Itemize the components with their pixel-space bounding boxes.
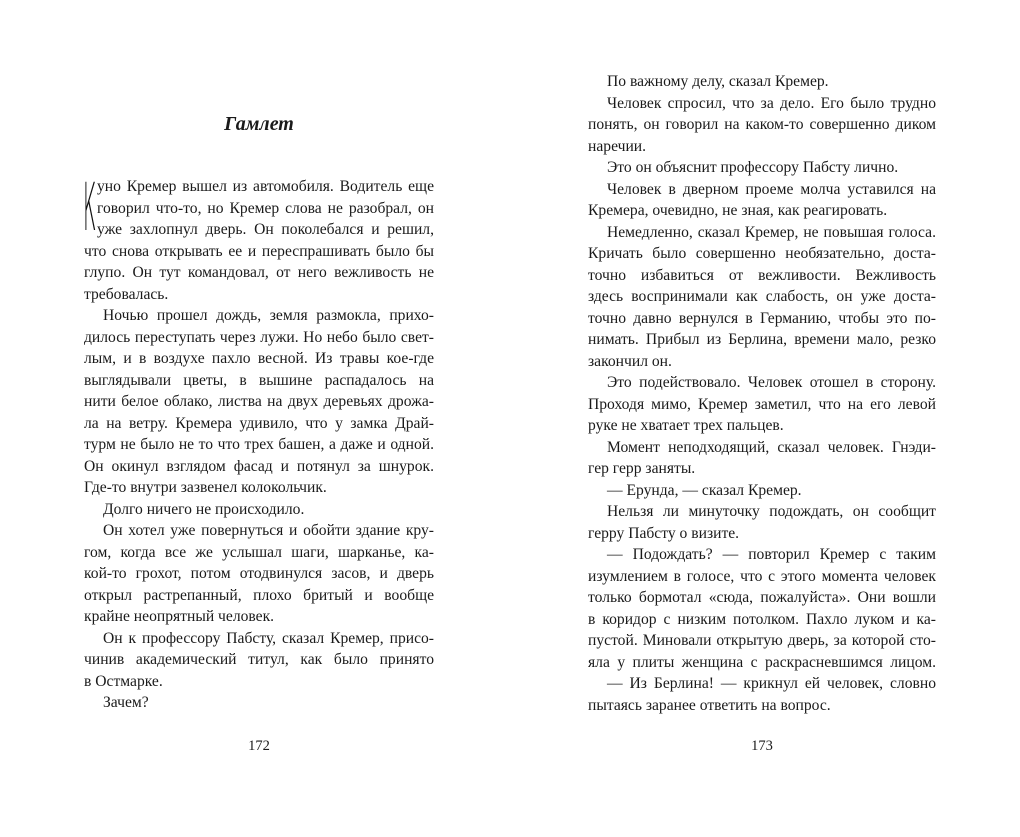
- text-line: открыл растрепанный, плохо бритый и вообще: [84, 586, 434, 604]
- drop-cap: К: [83, 169, 97, 246]
- text-line: крайне неопрятный человек.: [84, 608, 275, 625]
- text-line: в Остмарке.: [84, 672, 163, 690]
- text-line: Он хотел уже повернуться и обойти здание кру-: [103, 522, 434, 539]
- text-line: Человек спросил, что за дело. Его было трудно: [607, 94, 936, 112]
- text-line: Ночью прошел дождь, земля размокла, прихо-: [103, 307, 434, 324]
- text-line: нимать. Прибыл из Берлина, времени мало, резко: [588, 331, 936, 348]
- right-page-text: [588, 71, 936, 716]
- text-line: что снова открывать ее и переспрашивать было бы: [84, 242, 434, 260]
- text-line: точно избавиться от вежливости. Вежливость: [588, 266, 936, 284]
- text-line: наречии.: [588, 137, 647, 155]
- text-line: Человек в дверном проеме молча уставился на: [607, 180, 936, 198]
- text-line: Где-то внутри зазвенел колокольчик.: [84, 479, 327, 496]
- text-line: понять, он говорил на каком-то совершенно диком: [588, 116, 936, 133]
- text-line: Немедленно, сказал Кремер, не повышая голоса.: [607, 223, 936, 241]
- text-line: Долго ничего не происходило.: [103, 500, 305, 518]
- text-line: говорил что-то, но Кремер слова не разобрал, он: [97, 199, 434, 217]
- right-page: [588, 0, 936, 837]
- text-line: — Ерунда, — сказал Кремер.: [607, 481, 802, 499]
- text-line: закончил он.: [588, 352, 672, 370]
- text-line: уже захлопнул дверь. Он поколебался и решил,: [97, 221, 434, 238]
- text-line: турм не было не то что трех башен, а даже и одной.: [84, 436, 434, 453]
- text-line: герру Пабсту о визите.: [588, 524, 740, 542]
- text-line: яла у плиты женщина с раскрасневшимся лицом.: [588, 653, 936, 671]
- text-line: Нельзя ли минуточку подождать, он сообщит: [607, 503, 936, 520]
- text-line: Момент неподходящий, сказал человек. Гнэди-: [607, 438, 936, 456]
- text-line: Он к профессору Пабсту, сказал Кремер, присо-: [103, 629, 434, 647]
- text-line: пустой. Миновали открытую дверь, за которой сто-: [588, 632, 936, 649]
- text-line: лым, и в воздухе пахло весной. Из травы кое-где: [84, 350, 434, 367]
- text-line: выглядывали цветы, в вышине распадалось на: [84, 371, 434, 389]
- text-line: только бормотал «сюда, пожалуйста». Они вошли: [588, 589, 936, 606]
- text-line: Зачем?: [103, 694, 149, 711]
- text-line: Он окинул взглядом фасад и потянул за шнурок.: [84, 457, 434, 475]
- text-line: Это он объяснит профессору Пабсту лично.: [607, 159, 899, 176]
- text-line: руке не хватает трех пальцев.: [588, 417, 784, 434]
- text-line: — Из Берлина! — крикнул ей человек, словно: [607, 675, 936, 692]
- text-line: — Подождать? — повторил Кремер с таким: [607, 546, 936, 563]
- left-page: [84, 0, 434, 837]
- text-line: Это подействовало. Человек отошел в сторону.: [607, 374, 936, 391]
- text-line: здесь воспринимали как слабость, он уже доста-: [588, 288, 936, 305]
- text-line: ла на ветру. Кремера удивило, что у замка Драй-: [84, 414, 434, 432]
- text-line: нити белое облако, листва на двух деревьях дрожа-: [84, 393, 434, 410]
- text-line: По важному делу, сказал Кремер.: [607, 73, 829, 90]
- chapter-title: Гамлет: [224, 113, 294, 135]
- text-line: чинив академический титул, как было принято: [84, 651, 434, 668]
- text-line: глупо. Он тут командовал, от него вежливость не: [84, 264, 434, 281]
- text-line: дилось переступать через лужи. Но небо было свет-: [84, 328, 434, 346]
- text-line: кой-то грохот, потом отодвинулся засов, и дверь: [84, 565, 434, 582]
- page-number-left: 172: [248, 738, 270, 754]
- text-line: пытаясь заранее ответить на вопрос.: [588, 696, 831, 714]
- text-line: Кремера, очевидно, не зная, как реагировать.: [588, 202, 888, 219]
- text-line: Проходя мимо, Кремер заметил, что на его левой: [588, 395, 936, 413]
- text-line: гер герр заняты.: [588, 460, 696, 477]
- left-page-text: [83, 169, 434, 714]
- text-line: изумлением в голосе, что с этого момента человек: [588, 567, 936, 585]
- page-number-right: 173: [751, 738, 773, 754]
- text-line: гом, когда все же услышал шаги, шарканье, ка-: [84, 543, 434, 561]
- text-line: точно давно вернулся в Германию, чтобы это по-: [588, 309, 936, 327]
- text-line: в коридор с низким потолком. Пахло луком и ка-: [588, 610, 936, 628]
- text-line: Кричать было совершенно необязательно, доста-: [588, 245, 936, 262]
- text-line: уно Кремер вышел из автомобиля. Водитель еще: [97, 178, 434, 195]
- text-line: требовалась.: [84, 285, 169, 303]
